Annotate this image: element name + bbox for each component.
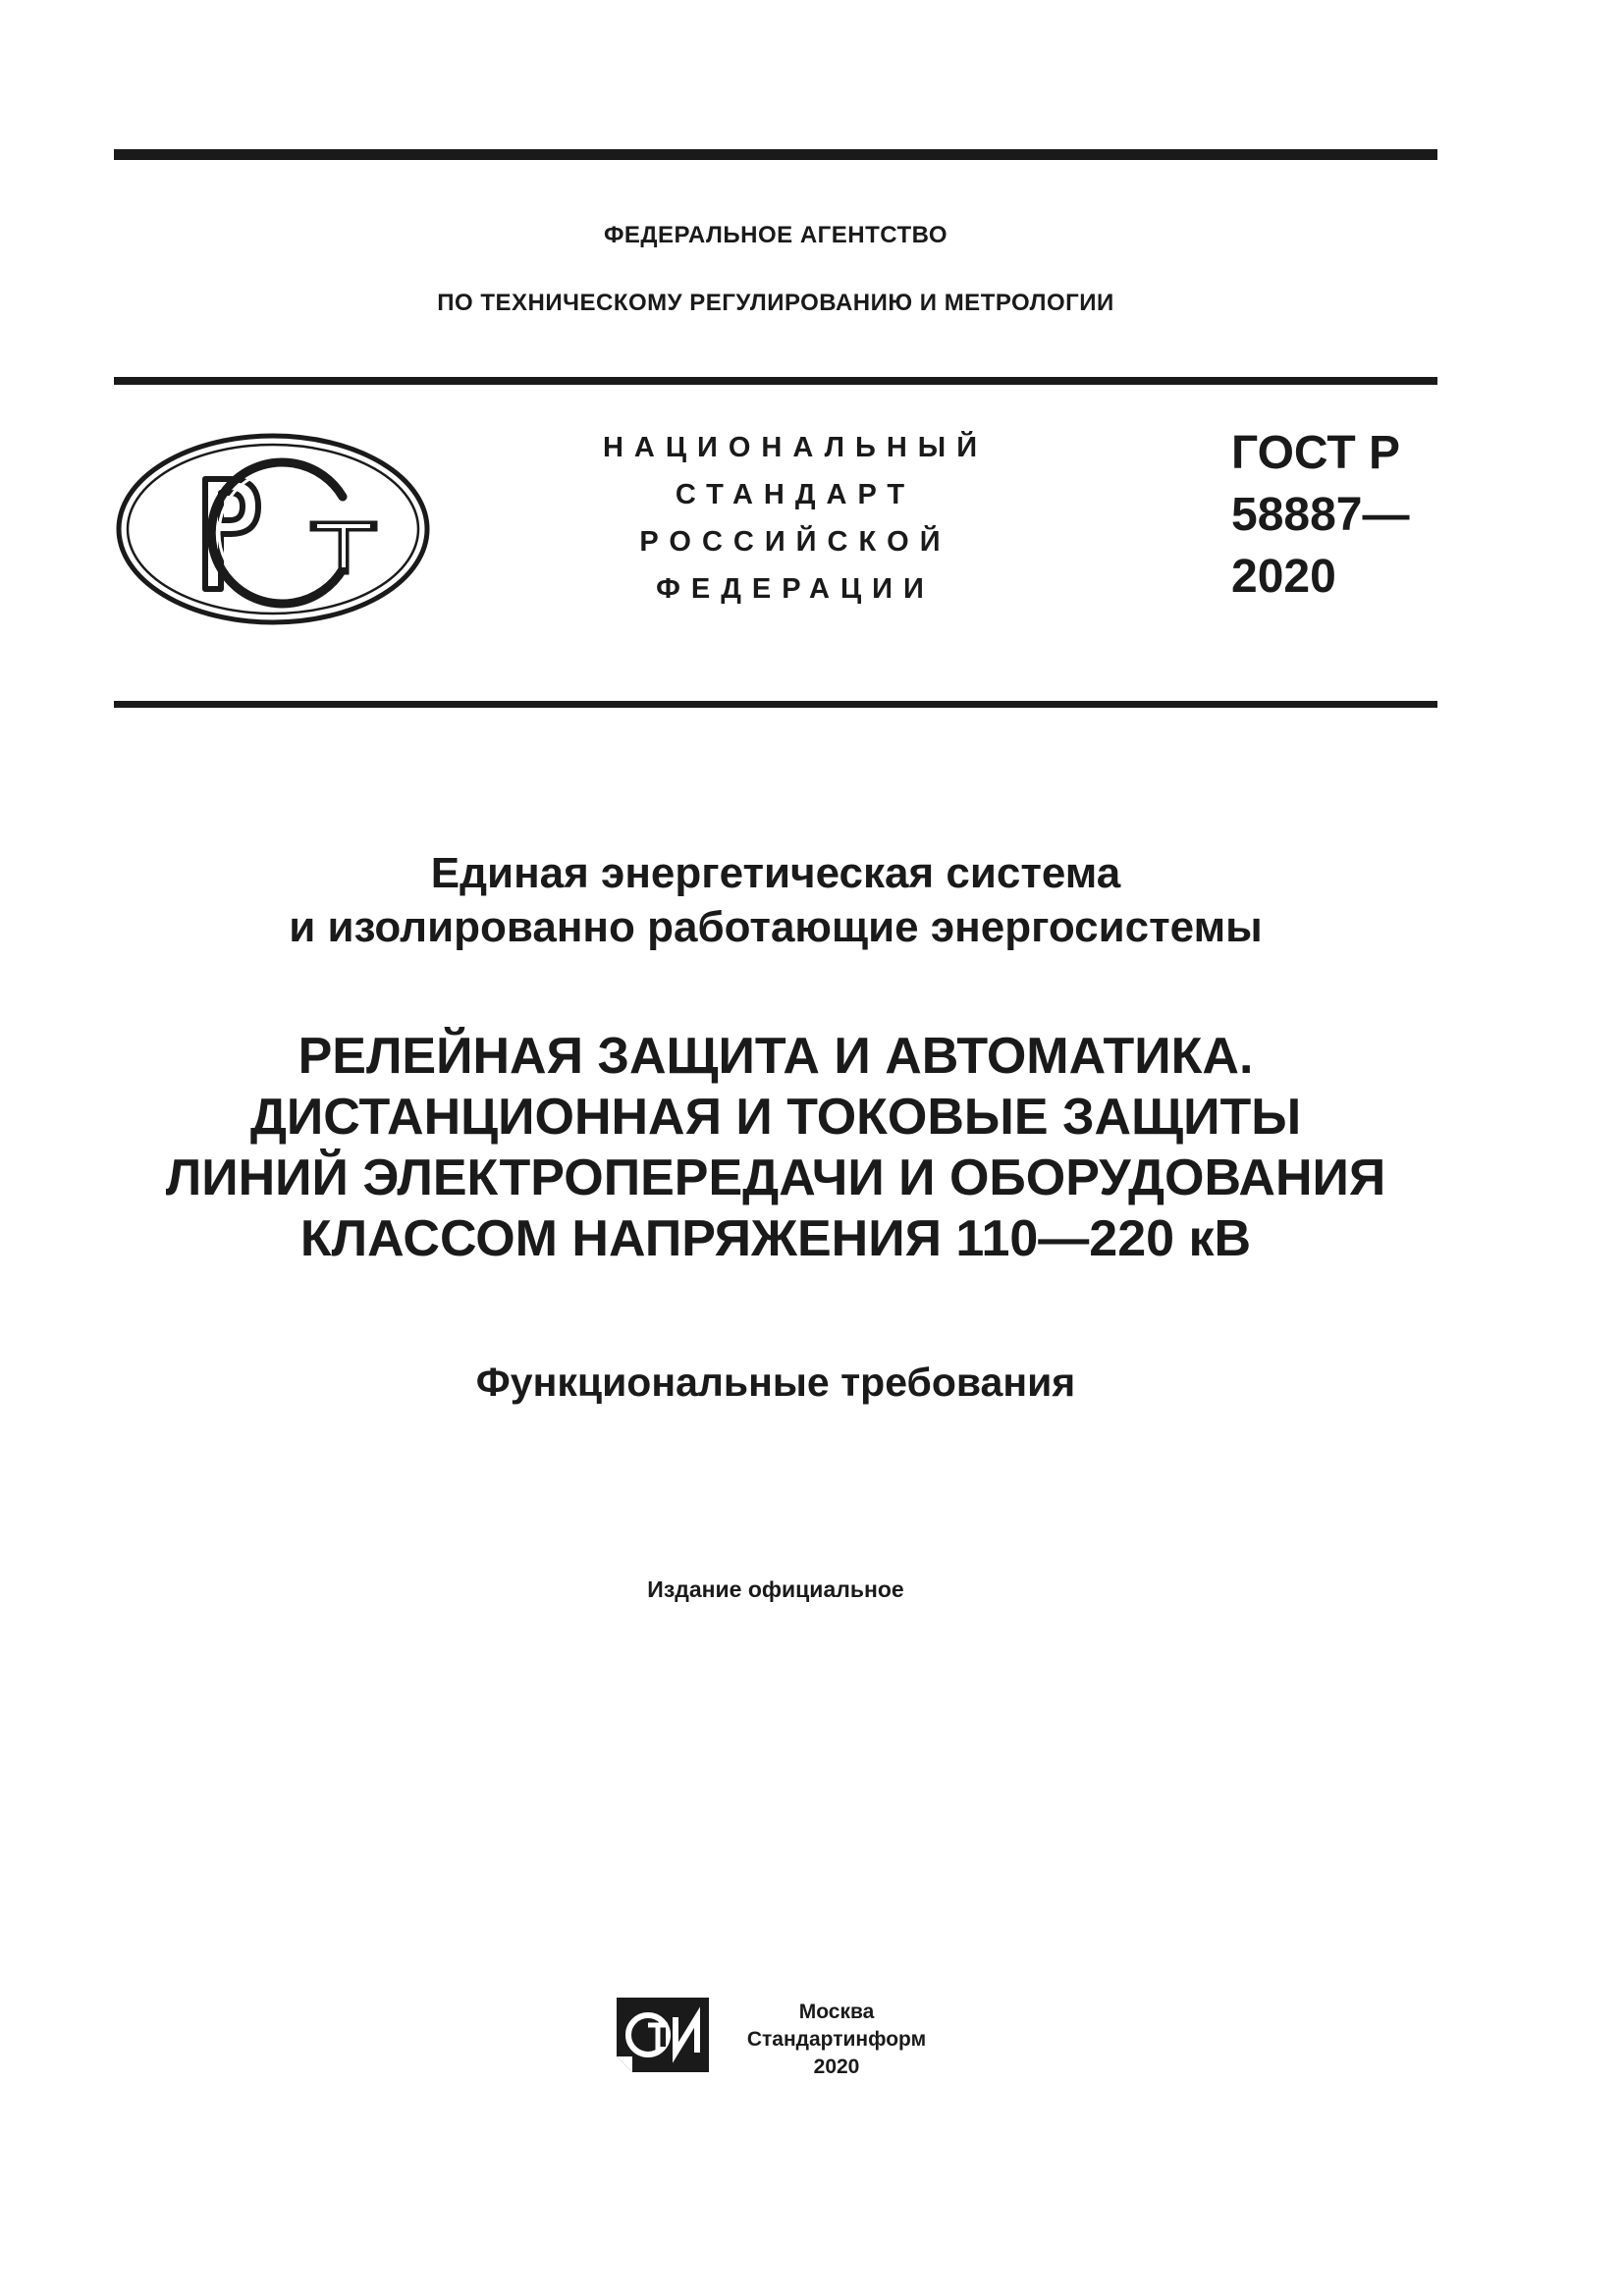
agency-line-1: ФЕДЕРАЛЬНОЕ АГЕНТСТВО (603, 222, 948, 248)
document-title (0, 1026, 1551, 1269)
title-line-2: ДИСТАНЦИОННАЯ И ТОКОВЫЕ ЗАЩИТЫ (249, 1089, 1302, 1146)
title-line-1: РЕЛЕЙНАЯ ЗАЩИТА И АВТОМАТИКА. (298, 1028, 1254, 1085)
national-line-4: ФЕДЕРАЦИИ (656, 573, 935, 605)
gost-line-2: 58887— (1231, 489, 1410, 541)
title-line-3: ЛИНИЙ ЭЛЕКТРОПЕРЕДАЧИ И ОБОРУДОВАНИЯ (165, 1149, 1386, 1206)
agency-line-2: ПО ТЕХНИЧЕСКОМУ РЕГУЛИРОВАНИЮ И МЕТРОЛОГИИ (437, 290, 1114, 316)
publisher-year: 2020 (813, 2056, 860, 2078)
publisher-info (731, 1999, 942, 2081)
national-line-2: СТАНДАРТ (675, 479, 916, 510)
series-title (0, 846, 1551, 954)
series-line-1: Единая энергетическая система (430, 849, 1121, 897)
title-line-4: КЛАССОМ НАПРЯЖЕНИЯ 110—220 кВ (299, 1210, 1252, 1267)
header-top-rule (114, 377, 1437, 385)
publisher-name: Стандартинформ (746, 2028, 927, 2051)
document-subtitle: Функциональные требования (475, 1360, 1076, 1405)
gost-line-3: 2020 (1231, 551, 1336, 603)
national-line-3: РОССИЙСКОЙ (639, 526, 951, 558)
standartinform-logo-icon (615, 1996, 711, 2074)
edition-note: Издание официальное (647, 1576, 904, 1602)
top-rule (114, 149, 1437, 160)
national-standard-label (530, 424, 1060, 613)
gost-line-1: ГОСТ Р (1231, 427, 1401, 479)
gost-number (1231, 422, 1409, 608)
header-bottom-rule (114, 701, 1437, 708)
national-line-1: НАЦИОНАЛЬНЫЙ (602, 432, 989, 463)
series-line-2: и изолированно работающие энергосистемы (289, 903, 1263, 951)
publisher-city: Москва (798, 2001, 875, 2023)
rst-certification-logo-icon (115, 432, 431, 626)
